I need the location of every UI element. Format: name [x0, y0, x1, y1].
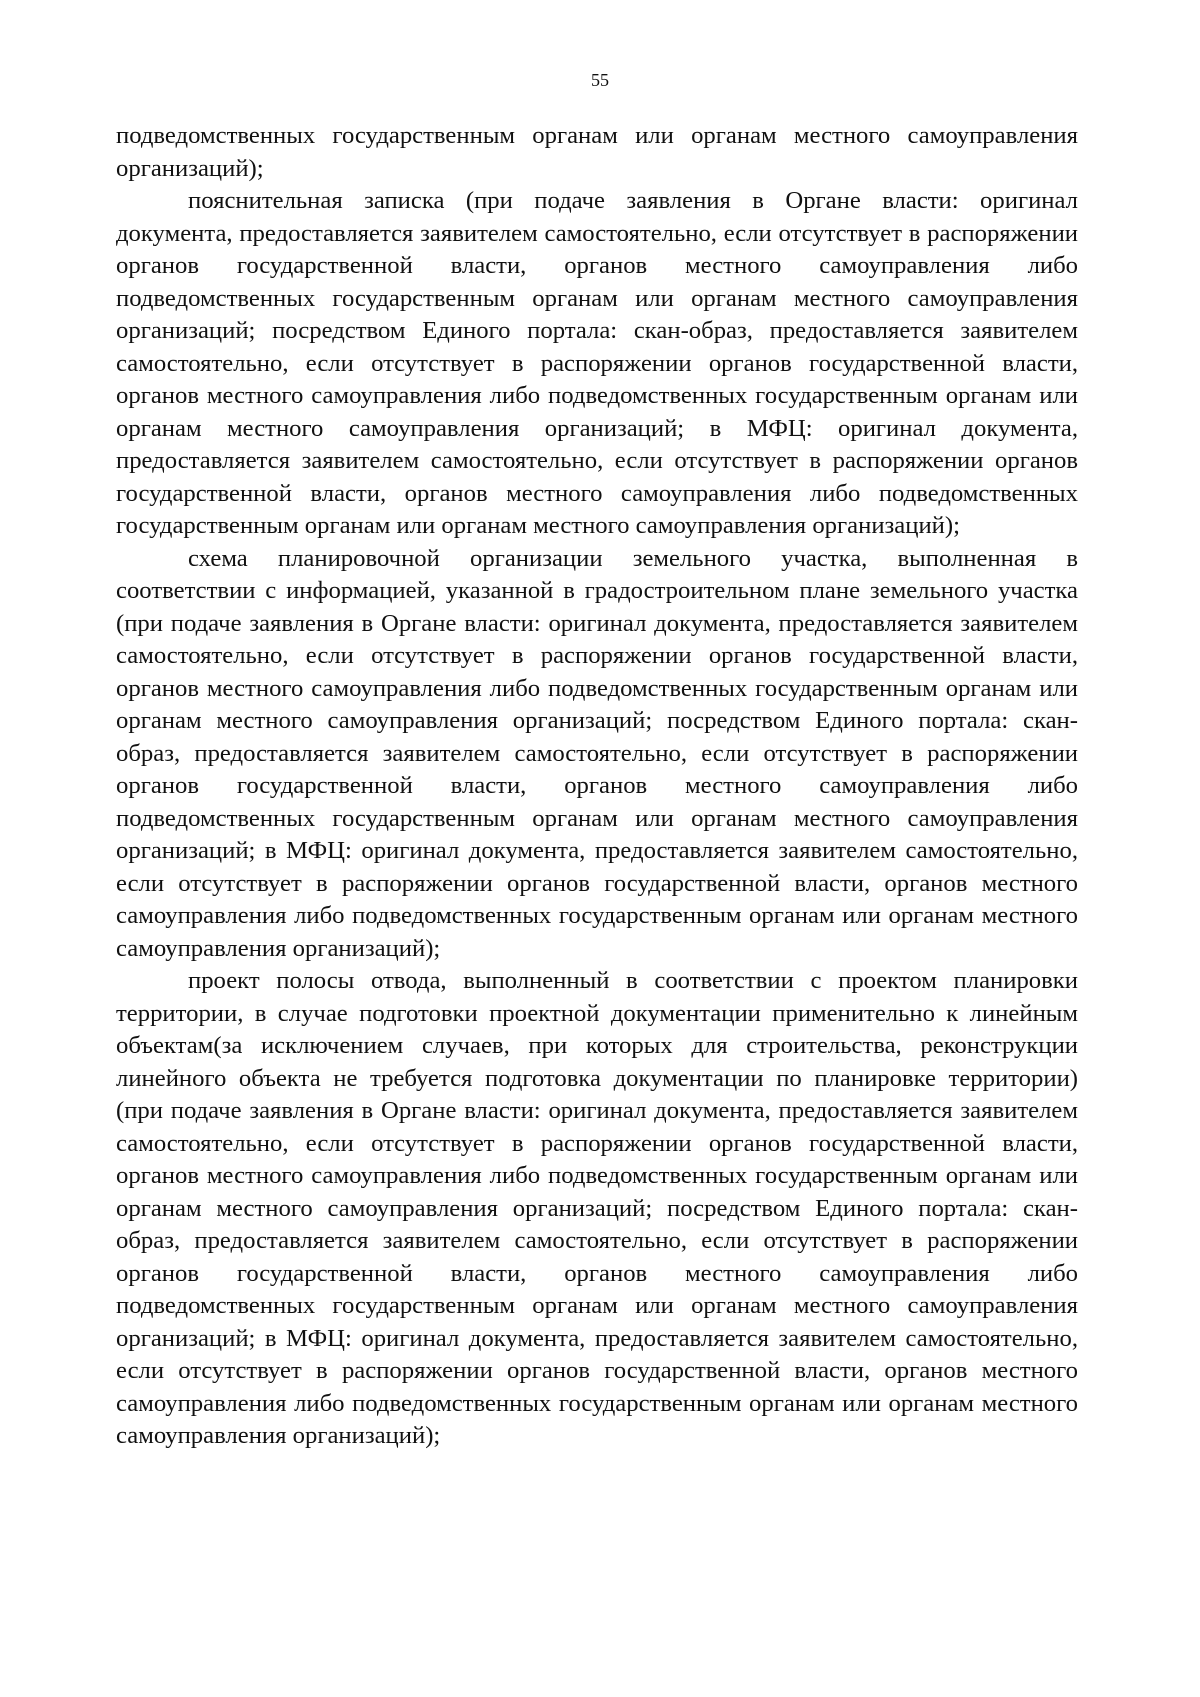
paragraph-land-plot-scheme: схема планировочной организации земельного участка, выполненная в соответствии с информацией, указанной в градостроительном плане земельного участка (при подаче заявления в Органе власти: оригинал документа, предоставляется заявителем самостоятельно, если отсутствует в распоряжении органов государственной власти, органов местного самоуправления либо подведомственных государственным органам или органам местного самоуправления организаций; посредством Единого портала: скан-образ, предоставляется заявителем самостоятельно, если отсутствует в распоряжении органов государственной власти, органов местного самоуправления либо подведомственных государственным органам или органам местного самоуправления организаций; в МФЦ: оригинал документа, предоставляется заявителем самостоятельно, если отсутствует в распоряжении органов государственной власти, органов местного самоуправления либо подведомственных государственным органам или органам местного самоуправления организаций); — [116, 544, 1078, 962]
paragraph-explanatory-note: пояснительная записка (при подаче заявления в Органе власти: оригинал документа, предоставляется заявителем самостоятельно, если отсутствует в распоряжении органов государственной власти, органов местного самоуправления либо подведомственных государственным органам или органам местного самоуправления организаций; посредством Единого портала: скан-образ, предоставляется заявителем самостоятельно, если отсутствует в распоряжении органов государственной власти, органов местного самоуправления либо подведомственных государственным органам или органам местного самоуправления организаций; в МФЦ: оригинал документа, предоставляется заявителем самостоятельно, если отсутствует в распоряжении органов государственной власти, органов местного самоуправления либо подведомственных государственным органам или органам местного самоуправления организаций); — [116, 187, 1078, 539]
document-body — [116, 120, 1078, 1453]
paragraph-right-of-way-project: проект полосы отвода, выполненный в соответствии с проектом планировки территории, в случае подготовки проектной документации применительно к линейным объектам(за исключением случаев, при которых для строительства, реконструкции линейного объекта не требуется подготовка документации по планировке территории) (при подаче заявления в Органе власти: оригинал документа, предоставляется заявителем самостоятельно, если отсутствует в распоряжении органов государственной власти, органов местного самоуправления либо подведомственных государственным органам или органам местного самоуправления организаций; посредством Единого портала: скан-образ, предоставляется заявителем самостоятельно, если отсутствует в распоряжении органов государственной власти, органов местного самоуправления либо подведомственных государственным органам или органам местного самоуправления организаций; в МФЦ: оригинал документа, предоставляется заявителем самостоятельно, если отсутствует в распоряжении органов государственной власти, органов местного самоуправления либо подведомственных государственным органам или органам местного самоуправления организаций); — [116, 967, 1078, 1449]
page-number: 55 — [591, 70, 609, 90]
paragraph-continuation: подведомственных государственным органам или органам местного самоуправления организаций); — [116, 122, 1078, 182]
